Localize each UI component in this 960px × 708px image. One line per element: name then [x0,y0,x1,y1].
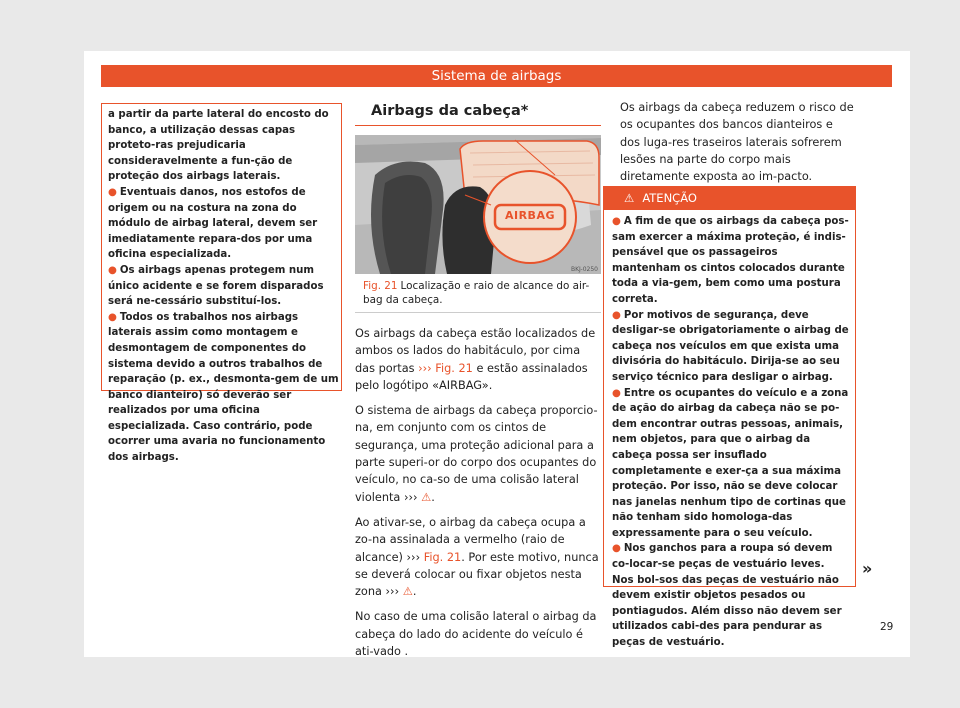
bullet-icon: ● [612,309,621,321]
figure-caption-text: Localização e raio de alcance do air-bag da cabeça. [363,280,590,306]
section-heading: Airbags da cabeça* [371,103,529,119]
middle-column [355,101,601,660]
paragraph: Os airbags da cabeça reduzem o risco de os ocupantes dos bancos dianteiros e dos luga-res traseiros laterais sofrerem lesões na parte do corpo mais diretamente exposta ao im-pacto. [620,101,854,184]
warning-triangle-icon: ⚠ [421,490,432,504]
bullet-icon: ● [108,311,117,323]
warning-bullet: ● Eventuais danos, nos estofos de origem ou na costura na zona do módulo de airbag lateral, devem ser imediatamente repara-dos por uma oficina especializada. [108,186,318,261]
caption-rule [355,312,601,313]
warning-bullet: ● Todos os trabalhos nos airbags laterais assim como montagem e desmontagem de componentes do sistema devido a outros trabalhos de reparação (p. ex., desmonta-gem de um banco dianteiro) só deverão ser realizados por uma oficina especializada. Caso contrário, pode ocorrer uma avaria no funcionamento dos airbags. [108,311,339,464]
warning-triangle-icon: ⚠ [402,585,413,599]
warning-bullet: ● Entre os ocupantes do veículo e a zona de ação do airbag da cabeça não se po-dem encontrar outras pessoas, animais, nem objetos, para que o airbag da cabeça possa ser insuflado completamente e exer-ça a sua máxima proteção. Por isso, não se deve colocar nas janelas nenhum tipo de cortinas que não tenham sido homologa-das expressamente para o seu veículo. [612,387,849,539]
paragraph: No caso de uma colisão lateral o airbag da cabeça do lado do acidente do veículo é ati-vado . [355,610,597,659]
cross-ref-arrow: ››› [418,361,432,375]
paragraph: Os airbags da cabeça estão localizados de ambos os lados do habitáculo, por cima das portas ››› Fig. 21 e estão assinalados pelo logótipo «AIRBAG». [355,327,596,392]
right-column [620,99,854,185]
airbag-logo-text: AIRBAG [504,209,555,222]
bullet-icon: ● [108,264,117,276]
warning-header [604,187,855,210]
warning-bullet: ● Por motivos de segurança, deve desligar-se obrigatoriamente o airbag de cabeça nos veículos em que exista uma divisória do habitáculo. Dirija-se ao seu serviço técnico para desligar o airbag. [612,309,849,383]
warning-intro-text: a partir da parte lateral do encosto do banco, a utilização dessas capas proteto-ras prejudicaria consideravelmente a fun-ção de proteção dos airbags laterais. [108,109,329,183]
warning-box [603,186,856,649]
bullet-icon: ● [612,387,621,399]
warning-title: ATENÇÃO [642,191,697,205]
manual-page [84,51,910,657]
bullet-icon: ● [612,543,621,555]
figure-21 [355,135,601,274]
head-airbag-illustration [355,135,601,274]
figure-link[interactable]: Fig. 21 [435,361,473,375]
paragraph: O sistema de airbags da cabeça proporcio-na, em conjunto com os cintos de segurança, uma proteção adicional para a parte superi-or do corpo dos ocupantes do veículo, no ca-so de uma colisão lateral violenta ››› ⚠. [355,404,598,504]
cross-ref-arrow: ››› [403,490,418,504]
warning-bullet: ● Nos ganchos para a roupa só devem co-locar-se peças de vestuário leves. Nos bol-sos das peças de vestuário não devem existir objetos pesados ou pontiagudos. Além disso não devem ser utilizados cabi-des para pendurar as peças de vestuário. [612,543,842,649]
warning-bullet: ● A fim de que os airbags da cabeça pos-sam exercer a máxima proteção, é indis-pensável que os passageiros mantenham os cintos colocados durante toda a via-gem, bem como uma postura correta. [612,216,849,305]
section-header: Sistema de airbags [101,65,892,87]
bullet-icon: ● [612,216,621,227]
paragraph: Ao ativar-se, o airbag da cabeça ocupa a zo-na assinalada a vermelho (raio de alcance) ››› Fig. 21. Por este motivo, nunca se deverá colocar ou fixar objetos nesta zona ››› ⚠. [355,515,599,599]
cross-ref-arrow: ››› [406,550,421,564]
figure-link[interactable]: Fig. 21 [423,550,462,564]
figure-code: BKJ-0250 [570,266,598,273]
bullet-icon: ● [108,186,117,198]
page-number: 29 [880,621,894,633]
figure-caption [355,279,601,307]
figure-label: Fig. 21 [363,280,398,292]
warning-triangle-icon: ⚠ [624,191,635,205]
heading-rule [355,125,601,126]
warning-continuation-box [101,103,342,464]
warning-bullet: ● Os airbags apenas protegem num único acidente e se forem disparados será ne-cessário substituí-los. [108,264,324,308]
body-text [355,325,601,660]
continue-mark: » [862,559,873,578]
cross-ref-arrow: ››› [385,585,400,599]
